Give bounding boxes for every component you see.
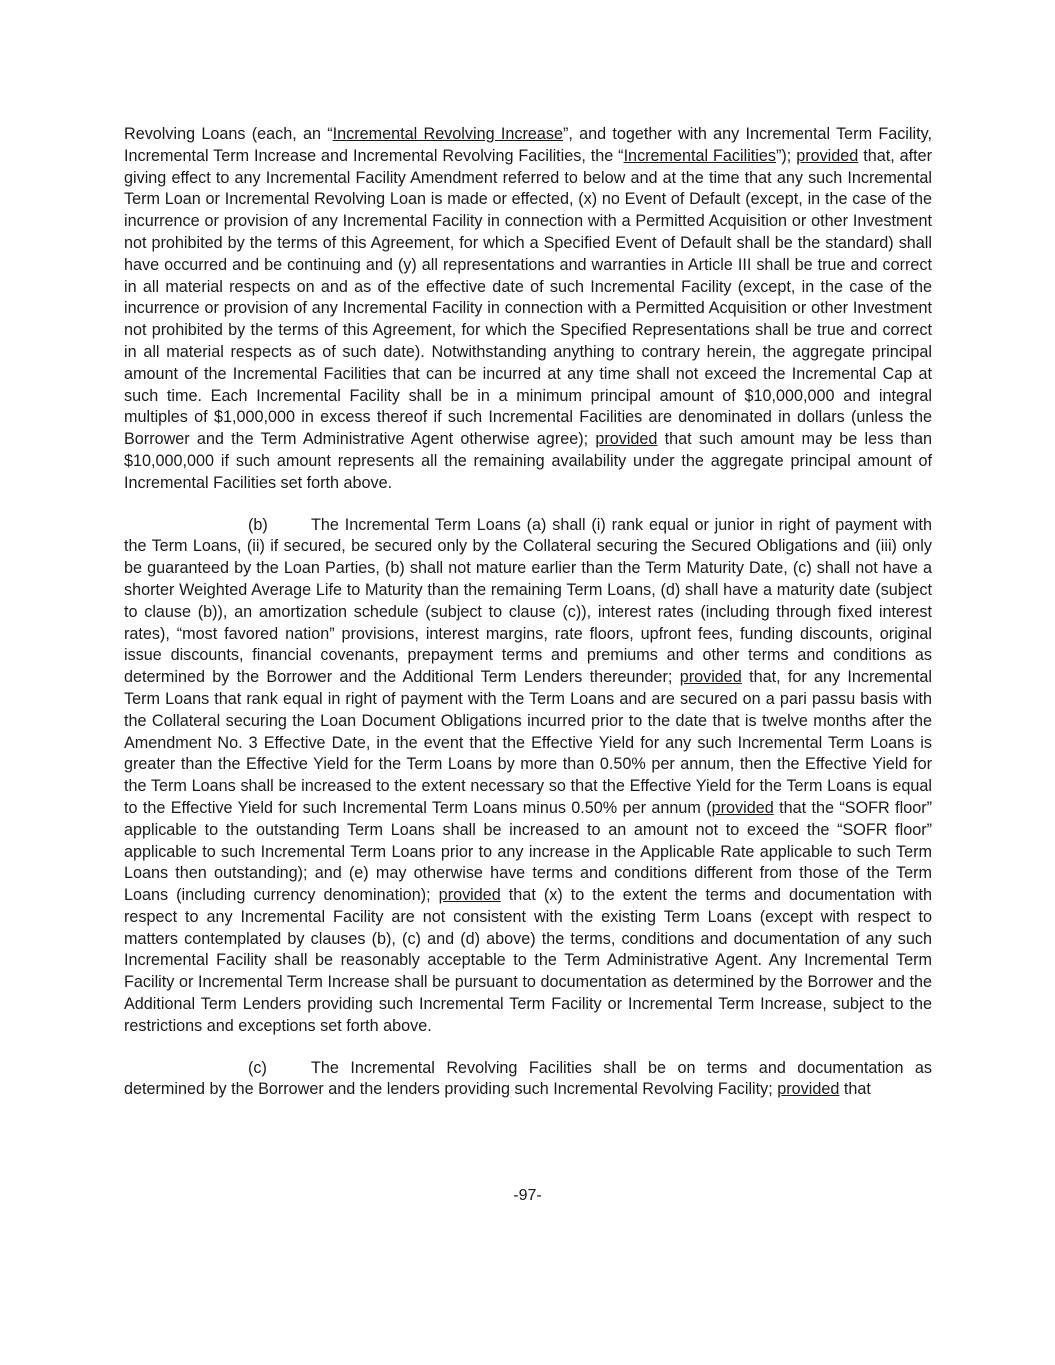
text-run: ”); [776,146,797,165]
defined-term-incremental-revolving-increase: Incremental Revolving Increase [332,125,563,143]
paragraph-c-incremental-revolving-facilities [124,1058,932,1102]
provided-term: provided [777,1080,840,1099]
provided-term: provided [595,430,658,449]
paragraph-b-incremental-term-loans [124,515,932,1038]
text-run: that the “SOFR floor” applicable to the outstanding Term Loans shall be increased to an amount not to exceed the “SOFR floor” applicable to such Incremental Term Loans prior to any increase in the Applicable Rate applicable to such Term Loans then outstanding); and (e) may otherwise have terms and conditions different from those of the Term Loans (including currency denomination); [124,798,933,905]
provided-term: provided [438,886,501,905]
defined-term-incremental-facilities: Incremental Facilities [623,146,776,165]
page-number: -97- [513,1187,542,1204]
text-run: that, for any Incremental Term Loans that rank equal in right of payment with the Term Loans and are secured on a pari passu basis with the Collateral securing the Loan Document Obligations incurred prior to the date that is twelve months after the Amendment No. 3 Effective Date, in the event that the Effective Yield for any such Incremental Term Loans is greater than the Effective Yield for the Term Loans by more than 0.50% per annum, then the Effective Yield for the Term Loans shall be increased to the extent necessary so that the Effective Yield for the Term Loans is equal to the Effective Yield for such Incremental Term Loans minus 0.50% per annum ( [124,668,932,817]
paragraph-incremental-facilities [124,124,932,495]
provided-term: provided [796,146,859,165]
provided-term: provided [679,668,742,687]
text-run: that (x) to the extent the terms and documentation with respect to any Incremental Facility are not consistent with the existing Term Loans (except with respect to matters contemplated by clauses (b), (c) and (d) above) the terms, conditions and documentation of any such Incremental Facility shall be reasonably acceptable to the Term Administrative Agent. Any Incremental Term Facility or Incremental Term Increase shall be pursuant to documentation as determined by the Borrower and the Additional Term Lenders providing such Incremental Term Facility or Incremental Term Increase, subject to the restrictions and exceptions set forth above. [124,886,932,1035]
text-run: Revolving Loans (each, an “ [124,125,333,143]
clause-label-b: (b) [248,515,268,534]
text-run: that such amount may be less than $10,000,000 if such amount represents all the remaining availability under the aggregate principal amount of Incremental Facilities set forth above. [124,430,933,492]
document-page [124,124,932,1101]
text-run: The Incremental Revolving Facilities shall be on terms and documentation as determined by the Borrower and the lenders providing such Incremental Revolving Facility; [124,1058,932,1099]
text-run: The Incremental Term Loans (a) shall (i) rank equal or junior in right of payment with the Term Loans, (ii) if secured, be secured only by the Collateral securing the Secured Obligations and (iii) only be guaranteed by the Loan Parties, (b) shall not mature earlier than the Term Maturity Date, (c) shall not have a shorter Weighted Average Life to Maturity than the remaining Term Loans, (d) shall have a maturity date (subject to clause (b)), an amortization schedule (subject to clause (c)), interest rates (including through fixed interest rates), “most favored nation” provisions, interest margins, rate floors, upfront fees, funding discounts, original issue discounts, financial covenants, prepayment terms and premiums and other terms and conditions as determined by the Borrower and the Additional Term Lenders thereunder; [124,515,932,687]
clause-label-c: (c) [248,1058,267,1077]
provided-term: provided [711,798,774,817]
text-run: that [839,1080,871,1099]
text-run: that, after giving effect to any Incremental Facility Amendment referred to below and at the time that any such Incremental Term Loan or Incremental Revolving Loan is made or effected, (x) no Event of Default (except, in the case of the incurrence or provision of any Incremental Facility in connection with a Permitted Acquisition or other Investment not prohibited by the terms of this Agreement, for which a Specified Event of Default shall be the standard) shall have occurred and be continuing and (y) all representations and warranties in Article III shall be true and correct in all material respects on and as of the effective date of such Incremental Facility (except, in the case of the incurrence or provision of any Incremental Facility in connection with a Permitted Acquisition or other Investment not prohibited by the terms of this Agreement, for which the Specified Representations shall be true and correct in all material respects as of such date). Notwithstanding anything to contrary herein, the aggregate principal amount of the Incremental Facilities that can be incurred at any time shall not exceed the Incremental Cap at such time. Each Incremental Facility shall be in a minimum principal amount of $10,000,000 and integral multiples of $1,000,000 in excess thereof if such Incremental Facilities are denominated in dollars (unless the Borrower and the Term Administrative Agent otherwise agree); [124,146,932,449]
text-run: ”, and together with any Incremental Term Facility, Incremental Term Increase and Incremental Revolving Facilities, the “ [124,125,932,165]
